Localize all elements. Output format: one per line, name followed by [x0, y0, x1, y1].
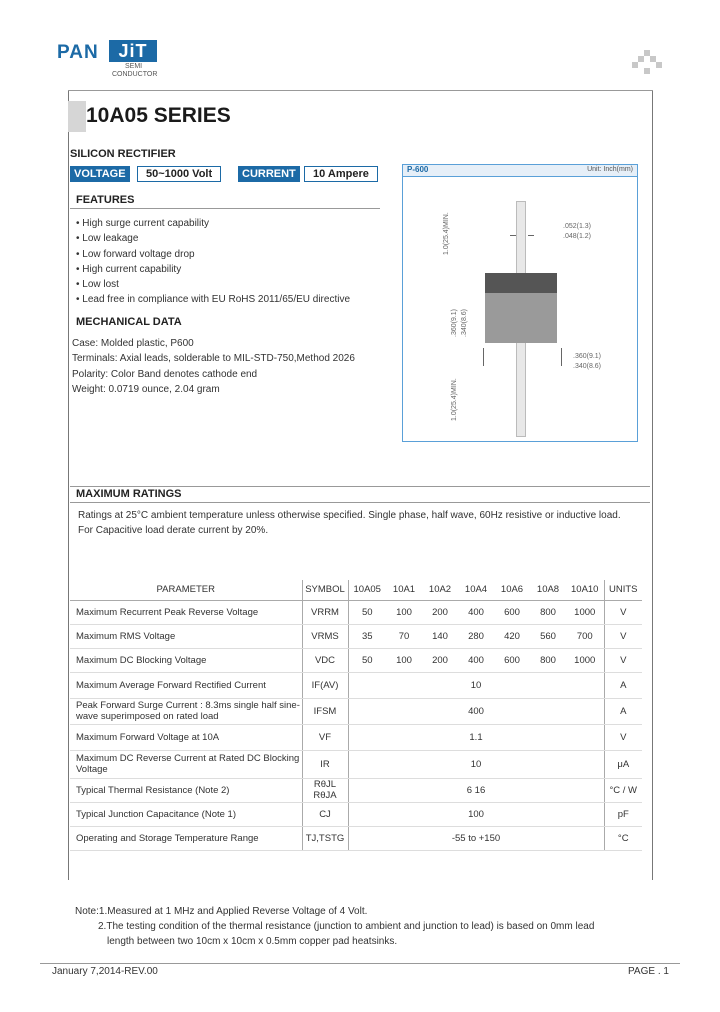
param-value: 50 — [348, 600, 386, 624]
note-2a: 2.The testing condition of the thermal resistance (junction to ambient and junction to lead) is based on 0mm lead — [98, 921, 595, 932]
current-label: CURRENT — [238, 166, 300, 182]
param-value: 1000 — [566, 648, 604, 672]
body-len-2: .340(8.6) — [461, 308, 468, 337]
table-row — [70, 750, 642, 778]
param-symbol: IF(AV) — [302, 672, 348, 698]
param-name: Peak Forward Surge Current : 8.3ms single half sine-wave superimposed on rated load — [70, 698, 302, 724]
voltage-value: 50~1000 Volt — [137, 166, 221, 182]
table-header-cell: UNITS — [604, 580, 642, 600]
param-value: 280 — [458, 624, 494, 648]
param-value: 600 — [494, 648, 530, 672]
table-header-cell: 10A10 — [566, 580, 604, 600]
lead-len-bot: 1.0(25.4)MIN. — [451, 378, 458, 421]
param-unit: °C — [604, 826, 642, 850]
param-value: 35 — [348, 624, 386, 648]
table-row — [70, 724, 642, 750]
ratings-underline — [70, 502, 650, 503]
param-value: 200 — [422, 600, 458, 624]
features-heading: FEATURES — [76, 194, 135, 206]
param-symbol: VF — [302, 724, 348, 750]
note-2b: length between two 10cm x 10cm x 0.5mm copper pad heatsinks. — [107, 936, 398, 947]
param-name: Operating and Storage Temperature Range — [70, 826, 302, 850]
param-value: 560 — [530, 624, 566, 648]
mechanical-heading: MECHANICAL DATA — [76, 316, 182, 328]
param-value: 200 — [422, 648, 458, 672]
param-name: Maximum Forward Voltage at 10A — [70, 724, 302, 750]
param-unit: A — [604, 672, 642, 698]
param-value-span: 400 — [348, 698, 604, 724]
param-name: Typical Junction Capacitance (Note 1) — [70, 802, 302, 826]
table-row — [70, 778, 642, 802]
param-name: Maximum DC Blocking Voltage — [70, 648, 302, 672]
package-diagram — [402, 164, 638, 442]
param-value: 800 — [530, 648, 566, 672]
body-dia-1: .360(9.1) — [573, 353, 602, 360]
param-value: 100 — [386, 648, 422, 672]
lead-dia-2: .048(1.2) — [563, 233, 592, 240]
title-tab — [68, 101, 86, 132]
param-name: Typical Thermal Resistance (Note 2) — [70, 778, 302, 802]
logo-sub-conductor: CONDUCTOR — [112, 71, 158, 78]
mechanical-item: Weight: 0.0719 ounce, 2.04 gram — [72, 383, 220, 395]
logo-jit-text: JiT — [109, 40, 157, 62]
table-row — [70, 802, 642, 826]
table-header-cell: SYMBOL — [302, 580, 348, 600]
package-name: P-600 — [407, 165, 429, 174]
param-name: Maximum RMS Voltage — [70, 624, 302, 648]
cathode-band — [485, 273, 557, 293]
table-row — [70, 826, 642, 850]
ratings-top-line — [70, 486, 650, 487]
param-value-span: 1.1 — [348, 724, 604, 750]
param-value: 420 — [494, 624, 530, 648]
param-value: 400 — [458, 600, 494, 624]
param-symbol: IFSM — [302, 698, 348, 724]
param-symbol: VRRM — [302, 600, 348, 624]
param-unit: V — [604, 624, 642, 648]
param-name: Maximum Average Forward Rectified Current — [70, 672, 302, 698]
logo-sub-semi: SEMI — [125, 63, 143, 70]
feature-item: • Low lost — [76, 279, 119, 291]
voltage-label: VOLTAGE — [70, 166, 130, 182]
ratings-heading: MAXIMUM RATINGS — [76, 488, 182, 500]
features-list — [76, 216, 396, 308]
param-value: 400 — [458, 648, 494, 672]
param-symbol: RθJL RθJA — [302, 778, 348, 802]
table-header-cell: 10A05 — [348, 580, 386, 600]
param-value-span: 100 — [348, 802, 604, 826]
note-1: Note:1.Measured at 1 MHz and Applied Reverse Voltage of 4 Volt. — [75, 906, 368, 917]
panjit-logo — [57, 40, 167, 80]
param-value-span: 6 16 — [348, 778, 604, 802]
page-title: 10A05 SERIES — [86, 104, 231, 127]
features-underline — [70, 208, 380, 209]
logo-pan-text: PAN — [57, 42, 99, 63]
table-row — [70, 624, 642, 648]
table-header-cell: PARAMETER — [70, 580, 302, 600]
feature-item: • High current capability — [76, 263, 182, 275]
ratings-line-2: For Capacitive load derate current by 20%. — [78, 525, 269, 536]
footer-date: January 7,2014-REV.00 — [52, 966, 158, 977]
table-header-row — [70, 580, 642, 600]
param-unit: °C / W — [604, 778, 642, 802]
param-unit: V — [604, 648, 642, 672]
mechanical-list — [72, 336, 392, 397]
body-len-1: .360(9.1) — [451, 308, 458, 337]
param-value: 1000 — [566, 600, 604, 624]
body-dia-2: .340(8.6) — [573, 363, 602, 370]
param-value: 100 — [386, 600, 422, 624]
ratings-table — [70, 580, 642, 851]
param-value: 50 — [348, 648, 386, 672]
mechanical-item: Terminals: Axial leads, solderable to MIL-STD-750,Method 2026 — [72, 353, 355, 365]
table-header-cell: 10A4 — [458, 580, 494, 600]
table-header-cell: 10A1 — [386, 580, 422, 600]
unit-label: Unit: Inch(mm) — [587, 166, 633, 173]
param-unit: V — [604, 600, 642, 624]
param-unit: μA — [604, 750, 642, 778]
param-unit: A — [604, 698, 642, 724]
table-header-cell: 10A6 — [494, 580, 530, 600]
table-header-cell: 10A2 — [422, 580, 458, 600]
table-row — [70, 648, 642, 672]
feature-item: • Low leakage — [76, 233, 139, 245]
param-unit: pF — [604, 802, 642, 826]
param-value: 600 — [494, 600, 530, 624]
mechanical-item: Case: Molded plastic, P600 — [72, 338, 194, 349]
param-value-span: 10 — [348, 672, 604, 698]
param-value: 800 — [530, 600, 566, 624]
feature-item: • Lead free in compliance with EU RoHS 2011/65/EU directive — [76, 294, 351, 306]
param-value: 70 — [386, 624, 422, 648]
param-symbol: IR — [302, 750, 348, 778]
param-symbol: CJ — [302, 802, 348, 826]
current-value: 10 Ampere — [304, 166, 378, 182]
param-symbol: VDC — [302, 648, 348, 672]
table-header-cell: 10A8 — [530, 580, 566, 600]
param-value: 700 — [566, 624, 604, 648]
lead-dia-1: .052(1.3) — [563, 223, 592, 230]
table-row — [70, 672, 642, 698]
param-value: 140 — [422, 624, 458, 648]
footer-page: PAGE . 1 — [628, 966, 669, 977]
footer-line — [40, 963, 680, 964]
ratings-line-1: Ratings at 25°C ambient temperature unless otherwise specified. Single phase, half wave, 60Hz resistive or inductive load. — [78, 510, 621, 521]
lead-len-top: 1.0(25.4)MIN. — [443, 212, 450, 255]
param-name: Maximum Recurrent Peak Reverse Voltage — [70, 600, 302, 624]
table-row — [70, 698, 642, 724]
mechanical-item: Polarity: Color Band denotes cathode end — [72, 368, 258, 380]
feature-item: • Low forward voltage drop — [76, 248, 195, 260]
frame-left-line — [68, 90, 69, 880]
param-unit: V — [604, 724, 642, 750]
frame-top-line — [68, 90, 653, 91]
ratings-text — [78, 508, 648, 538]
param-value-span: -55 to +150 — [348, 826, 604, 850]
corner-dots-decoration — [630, 50, 664, 76]
param-name: Maximum DC Reverse Current at Rated DC Blocking Voltage — [70, 750, 302, 778]
param-value-span: 10 — [348, 750, 604, 778]
table-row — [70, 600, 642, 624]
feature-item: • High surge current capability — [76, 218, 210, 229]
frame-right-line — [652, 90, 653, 880]
diagram-header — [403, 165, 637, 177]
param-symbol: TJ,TSTG — [302, 826, 348, 850]
param-symbol: VRMS — [302, 624, 348, 648]
subtitle: SILICON RECTIFIER — [70, 148, 176, 160]
